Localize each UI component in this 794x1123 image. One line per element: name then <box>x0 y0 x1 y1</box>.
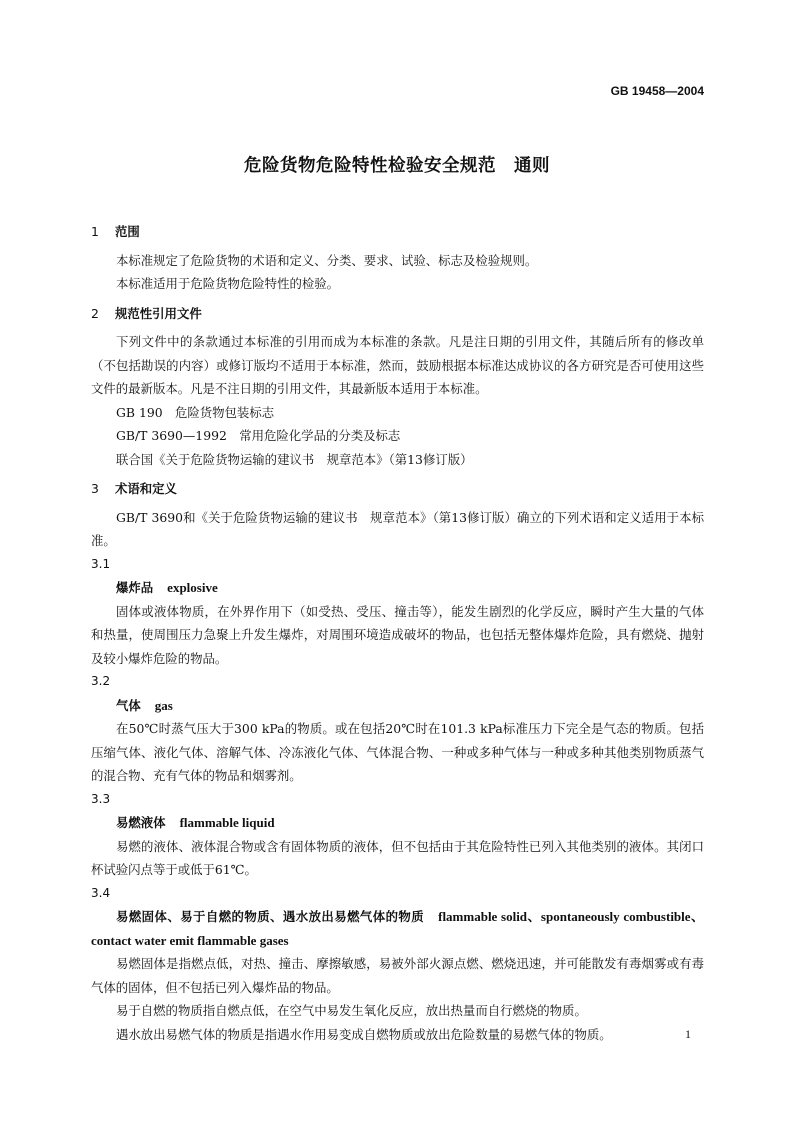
term-definition: 固体或液体物质，在外界作用下（如受热、受压、撞击等），能发生剧烈的化学反应，瞬时产生大量的气体和热量，使周围压力急聚上升发生爆炸，对周围环境造成破坏的物品，也包括无整体爆炸危险，具有燃烧、抛射及较小爆炸危险的物品。 <box>91 603 704 666</box>
section-number: 2 <box>91 305 99 321</box>
section-title: 范围 <box>115 224 140 239</box>
term-english: explosive <box>167 580 218 595</box>
document-body <box>91 220 704 1046</box>
scope-paragraph-2: 本标准适用于危险货物危险特性的检验。 <box>116 276 340 291</box>
term-definition: 易于自燃的物质指自燃点低，在空气中易发生氧化反应，放出热量而自行燃烧的物质。 <box>116 1003 587 1018</box>
term-chinese: 易燃固体、易于自燃的物质、遇水放出易燃气体的物质 <box>116 909 425 924</box>
term-definition: 遇水放出易燃气体的物质是指遇水作用易变成自燃物质或放出危险数量的易燃气体的物质。 <box>116 1026 612 1042</box>
page-number: 1 <box>685 1027 691 1041</box>
term-heading <box>91 576 704 600</box>
section-number: 3 <box>91 481 99 496</box>
clause-number: 3.3 <box>91 791 111 806</box>
document-title: 危险货物危险特性检验安全规范 通则 <box>244 156 550 176</box>
reference-item: GB/T 3690—1992 常用危险化学品的分类及标志 <box>116 428 401 443</box>
section-2-heading <box>91 302 704 326</box>
clause-number: 3.1 <box>91 556 111 571</box>
scope-paragraph-1: 本标准规定了危险货物的术语和定义、分类、要求、试验、标志及检验规则。 <box>116 252 538 268</box>
term-definition: 在50℃时蒸气压大于300 kPa的物质。或在包括20℃时在101.3 kPa标准压力下完全是气态的物质。包括压缩气体、液化气体、溶解气体、冷冻液化气体、气体混合物、一种或多种气体与一种或多种其他类别物质蒸气的混合物、充有气体的物品和烟雾剂。 <box>91 721 704 783</box>
reference-item: 联合国《关于危险货物运输的建议书 规章范本》（第13修订版） <box>116 451 473 467</box>
section-title: 规范性引用文件 <box>115 305 202 321</box>
term-english: flammable liquid <box>179 815 275 830</box>
term-definition: 易燃的液体、液体混合物或含有固体物质的液体，但不包括由于其危险特性已列入其他类别的液体。其闭口杯试验闪点等于或低于61℃。 <box>91 838 704 877</box>
term-heading <box>91 811 704 835</box>
term-chinese: 气体 <box>116 697 141 713</box>
clause-number: 3.4 <box>91 885 111 900</box>
terms-intro: GB/T 3690和《关于危险货物运输的建议书 规章范本》（第13修订版）确立的下列术语和定义适用于本标准。 <box>91 509 704 548</box>
reference-item: GB 190 危险货物包装标志 <box>116 404 275 420</box>
section-number: 1 <box>91 224 99 239</box>
term-english: gas <box>154 697 173 713</box>
term-chinese: 爆炸品 <box>116 580 154 595</box>
clause-number: 3.2 <box>91 674 111 688</box>
term-definition: 易燃固体是指燃点低，对热、撞击、摩擦敏感，易被外部火源点燃、燃烧迅速，并可能散发有毒烟雾或有毒气体的固体，但不包括已列入爆炸品的物品。 <box>91 956 704 995</box>
references-intro: 下列文件中的条款通过本标准的引用而成为本标准的条款。凡是注日期的引用文件，其随后所有的修改单（不包括勘误的内容）或修订版均不适用于本标准，然而，鼓励根据本标准达成协议的各方研究是否可使用这些文件的最新版本。凡是不注日期的引用文件，其最新版本适用于本标准。 <box>91 334 704 396</box>
term-heading <box>91 694 704 718</box>
section-1-heading <box>91 220 704 244</box>
section-3-heading <box>91 477 704 501</box>
term-chinese: 易燃液体 <box>116 815 166 830</box>
standard-code: GB 19458—2004 <box>610 84 704 98</box>
term-heading <box>91 905 704 952</box>
section-title: 术语和定义 <box>115 481 177 496</box>
term-english: flammable solid、spontaneously combustible、contact water emit flammable gases <box>91 909 704 948</box>
